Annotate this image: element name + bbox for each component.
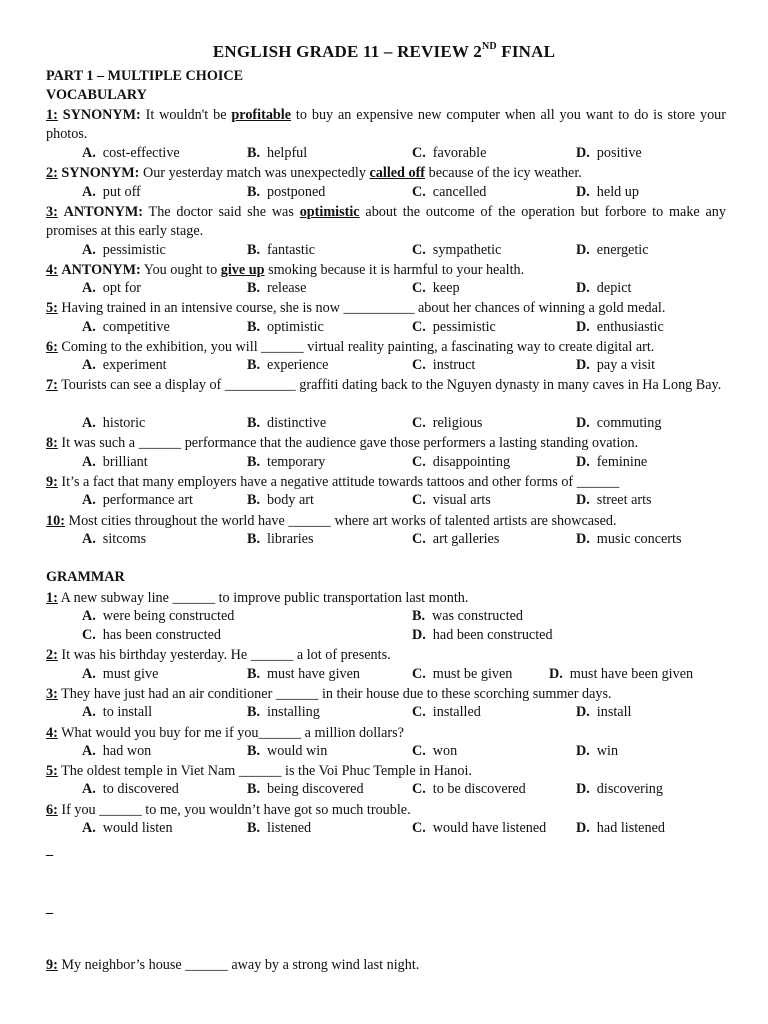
option-a[interactable]: A. opt for (82, 280, 142, 296)
option-d[interactable]: D. had been constructed (412, 627, 553, 643)
option-a[interactable]: A. to install (82, 704, 153, 720)
question-text: 9: It’s a fact that many employers have a negative attitude towards tattoos and other forms of ______ (46, 474, 620, 490)
option-d[interactable]: D. music concerts (576, 531, 682, 547)
question-text: 10: Most cities throughout the world have ______ where art works of talented artists are showcased. (46, 513, 617, 529)
option-d[interactable]: D. discovering (576, 781, 663, 797)
option-a[interactable]: A. pessimistic (82, 242, 166, 258)
option-c[interactable]: C. favorable (412, 145, 487, 161)
option-c[interactable]: C. visual arts (412, 492, 491, 508)
option-c[interactable]: C. has been constructed (82, 627, 221, 643)
question-text: 5: The oldest temple in Viet Nam ______ is the Voi Phuc Temple in Hanoi. (46, 763, 472, 779)
option-d[interactable]: D. commuting (576, 415, 662, 431)
option-d[interactable]: D. enthusiastic (576, 319, 664, 335)
option-b[interactable]: B. was constructed (412, 608, 524, 624)
question-text: 7: Tourists can see a display of __________ graffiti dating back to the Nguyen dynasty in many caves in Ha Long Bay. (46, 377, 722, 393)
question-text: 2: SYNONYM: Our yesterday match was unexpectedly called off because of the icy weather. (46, 165, 582, 181)
question-text: 3: They have just had an air conditioner ______ in their house due to these scorching summer days. (46, 686, 612, 702)
option-b[interactable]: B. must have given (247, 666, 361, 682)
option-a[interactable]: A. experiment (82, 357, 167, 373)
option-b[interactable]: B. helpful (247, 145, 308, 161)
option-b[interactable]: B. fantastic (247, 242, 316, 258)
option-b[interactable]: B. experience (247, 357, 329, 373)
option-b[interactable]: B. distinctive (247, 415, 327, 431)
option-b[interactable]: B. would win (247, 743, 328, 759)
option-d[interactable]: D. must have been given (549, 666, 694, 682)
option-d[interactable]: D. energetic (576, 242, 649, 258)
question-text: 3: ANTONYM: The doctor said she was optimistic about the outcome of the operation but forbore to make any promises at this early stage. (46, 204, 726, 240)
option-c[interactable]: C. art galleries (412, 531, 500, 547)
question-text: 5: Having trained in an intensive course, she is now __________ about her chances of winning a gold medal. (46, 300, 666, 316)
option-c[interactable]: C. cancelled (412, 184, 487, 200)
vocabulary-heading: VOCABULARY (46, 87, 147, 103)
option-b[interactable]: B. installing (247, 704, 320, 720)
option-a[interactable]: A. were being constructed (82, 608, 235, 624)
option-b[interactable]: B. being discovered (247, 781, 364, 797)
option-d[interactable]: D. had listened (576, 820, 665, 836)
option-d[interactable]: D. held up (576, 184, 639, 200)
page-title: ENGLISH GRADE 11 – REVIEW 2ND FINAL (212, 41, 556, 61)
option-a[interactable]: A. would listen (82, 820, 173, 836)
option-b[interactable]: B. postponed (247, 184, 326, 200)
option-a[interactable]: A. brilliant (82, 454, 148, 470)
option-c[interactable]: C. instruct (412, 357, 476, 373)
option-c[interactable]: C. to be discovered (412, 781, 526, 797)
option-a[interactable]: A. cost-effective (82, 145, 180, 161)
question-text: 4: ANTONYM: You ought to give up smoking because it is harmful to your health. (46, 262, 525, 278)
underscore-mark: _ (46, 900, 54, 916)
option-b[interactable]: B. libraries (247, 531, 314, 547)
option-a[interactable]: A. historic (82, 415, 146, 431)
question-text: 1: SYNONYM: It wouldn't be profitable to buy an expensive new computer when all you want to do is store your photos. (46, 107, 726, 143)
option-b[interactable]: B. listened (247, 820, 312, 836)
question-text: 6: If you ______ to me, you wouldn’t have got so much trouble. (46, 802, 411, 818)
option-a[interactable]: A. competitive (82, 319, 170, 335)
option-d[interactable]: D. pay a visit (576, 357, 656, 373)
option-d[interactable]: D. install (576, 704, 632, 720)
question-text: 6: Coming to the exhibition, you will ______ virtual reality painting, a fascinating way to create digital art. (46, 339, 655, 355)
option-d[interactable]: D. win (576, 743, 619, 759)
option-a[interactable]: A. sitcoms (82, 531, 147, 547)
option-c[interactable]: C. won (412, 743, 458, 759)
option-a[interactable]: A. put off (82, 184, 141, 200)
option-c[interactable]: C. sympathetic (412, 242, 502, 258)
grammar-heading: GRAMMAR (46, 569, 125, 585)
question-text: 1: A new subway line ______ to improve public transportation last month. (46, 590, 469, 606)
part-heading: PART 1 – MULTIPLE CHOICE (46, 68, 244, 84)
option-c[interactable]: C. pessimistic (412, 319, 496, 335)
option-a[interactable]: A. performance art (82, 492, 193, 508)
option-c[interactable]: C. keep (412, 280, 460, 296)
option-d[interactable]: D. positive (576, 145, 642, 161)
option-c[interactable]: C. must be given (412, 666, 513, 682)
question-text: 8: It was such a ______ performance that the audience gave those performers a lasting standing ovation. (46, 435, 639, 451)
option-a[interactable]: A. to discovered (82, 781, 179, 797)
option-d[interactable]: D. street arts (576, 492, 652, 508)
option-c[interactable]: C. disappointing (412, 454, 511, 470)
option-d[interactable]: D. depict (576, 280, 632, 296)
option-c[interactable]: C. would have listened (412, 820, 547, 836)
option-b[interactable]: B. optimistic (247, 319, 324, 335)
option-b[interactable]: B. release (247, 280, 307, 296)
option-b[interactable]: B. temporary (247, 454, 326, 470)
question-text: 2: It was his birthday yesterday. He ______ a lot of presents. (46, 647, 391, 663)
option-a[interactable]: A. had won (82, 743, 152, 759)
option-a[interactable]: A. must give (82, 666, 159, 682)
question-text: 9: My neighbor’s house ______ away by a strong wind last night. (46, 957, 420, 973)
option-b[interactable]: B. body art (247, 492, 314, 508)
underscore-mark: _ (46, 842, 54, 858)
option-d[interactable]: D. feminine (576, 454, 648, 470)
option-c[interactable]: C. installed (412, 704, 481, 720)
question-text: 4: What would you buy for me if you______ a million dollars? (46, 725, 404, 741)
option-c[interactable]: C. religious (412, 415, 483, 431)
